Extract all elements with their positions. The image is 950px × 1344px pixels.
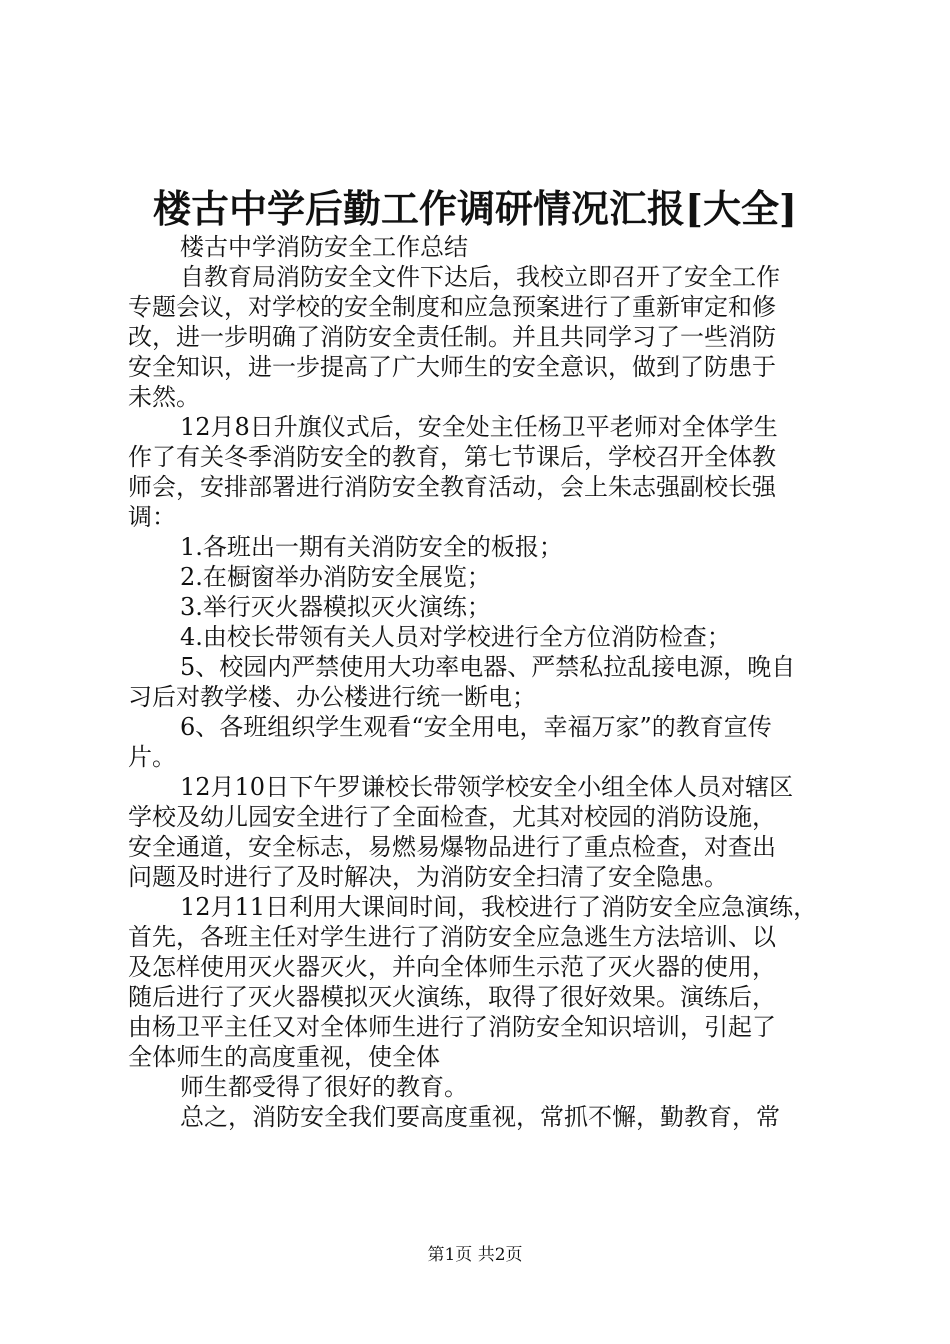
list-item: 3.举行灭火器模拟灭火演练；	[180, 593, 491, 621]
paragraph-line: 12月8日升旗仪式后，安全处主任杨卫平老师对全体学生	[180, 413, 778, 441]
paragraph-line: 首先，各班主任对学生进行了消防安全应急逃生方法培训、以	[128, 923, 776, 951]
paragraph-line: 安全通道，安全标志，易燃易爆物品进行了重点检查，对查出	[128, 833, 776, 861]
paragraph-line: 作了有关冬季消防安全的教育，第七节课后，学校召开全体教	[128, 443, 776, 471]
list-item-continuation: 习后对教学楼、办公楼进行统一断电；	[128, 683, 536, 711]
list-item: 5、校园内严禁使用大功率电器、严禁私拉乱接电源，晚自	[180, 653, 796, 681]
list-item: 2.在橱窗举办消防安全展览；	[180, 563, 491, 591]
list-item: 1.各班出一期有关消防安全的板报；	[180, 533, 563, 561]
paragraph-line: 总之，消防安全我们要高度重视，常抓不懈，勤教育，常	[180, 1103, 780, 1131]
paragraph-line: 随后进行了灭火器模拟灭火演练，取得了很好效果。演练后，	[128, 983, 776, 1011]
paragraph-line: 问题及时进行了及时解决，为消防安全扫清了安全隐患。	[128, 863, 728, 891]
paragraph-line: 12月11日利用大课间时间，我校进行了消防安全应急演练，	[180, 893, 818, 921]
page-number-footer: 第1页 共2页	[427, 1245, 523, 1265]
paragraph-line: 全体师生的高度重视，使全体	[128, 1043, 440, 1071]
paragraph-line: 调：	[128, 503, 176, 531]
paragraph-line: 未然。	[128, 383, 200, 411]
list-item-continuation: 片。	[128, 743, 176, 771]
list-item: 6、各班组织学生观看“安全用电，幸福万家”的教育宣传	[180, 713, 772, 741]
paragraph-line: 12月10日下午罗谦校长带领学校安全小组全体人员对辖区	[180, 773, 794, 801]
document-title: 楼古中学后勤工作调研情况汇报[大全]	[153, 186, 797, 231]
paragraph-line: 师生都受得了很好的教育。	[180, 1073, 468, 1101]
paragraph-line: 及怎样使用灭火器灭火，并向全体师生示范了灭火器的使用，	[128, 953, 776, 981]
subtitle-line: 楼古中学消防安全工作总结	[180, 233, 468, 261]
paragraph-line: 改，进一步明确了消防安全责任制。并且共同学习了一些消防	[128, 323, 776, 351]
paragraph-line: 由杨卫平主任又对全体师生进行了消防安全知识培训，引起了	[128, 1013, 776, 1041]
paragraph-line: 师会，安排部署进行消防安全教育活动，会上朱志强副校长强	[128, 473, 776, 501]
paragraph-line: 自教育局消防安全文件下达后，我校立即召开了安全工作	[180, 263, 780, 291]
paragraph-line: 学校及幼儿园安全进行了全面检查，尤其对校园的消防设施，	[128, 803, 776, 831]
list-item: 4.由校长带领有关人员对学校进行全方位消防检查；	[180, 623, 731, 651]
paragraph-line: 安全知识，进一步提高了广大师生的安全意识，做到了防患于	[128, 353, 776, 381]
document-body	[128, 232, 830, 1132]
paragraph-line: 专题会议，对学校的安全制度和应急预案进行了重新审定和修	[128, 293, 776, 321]
